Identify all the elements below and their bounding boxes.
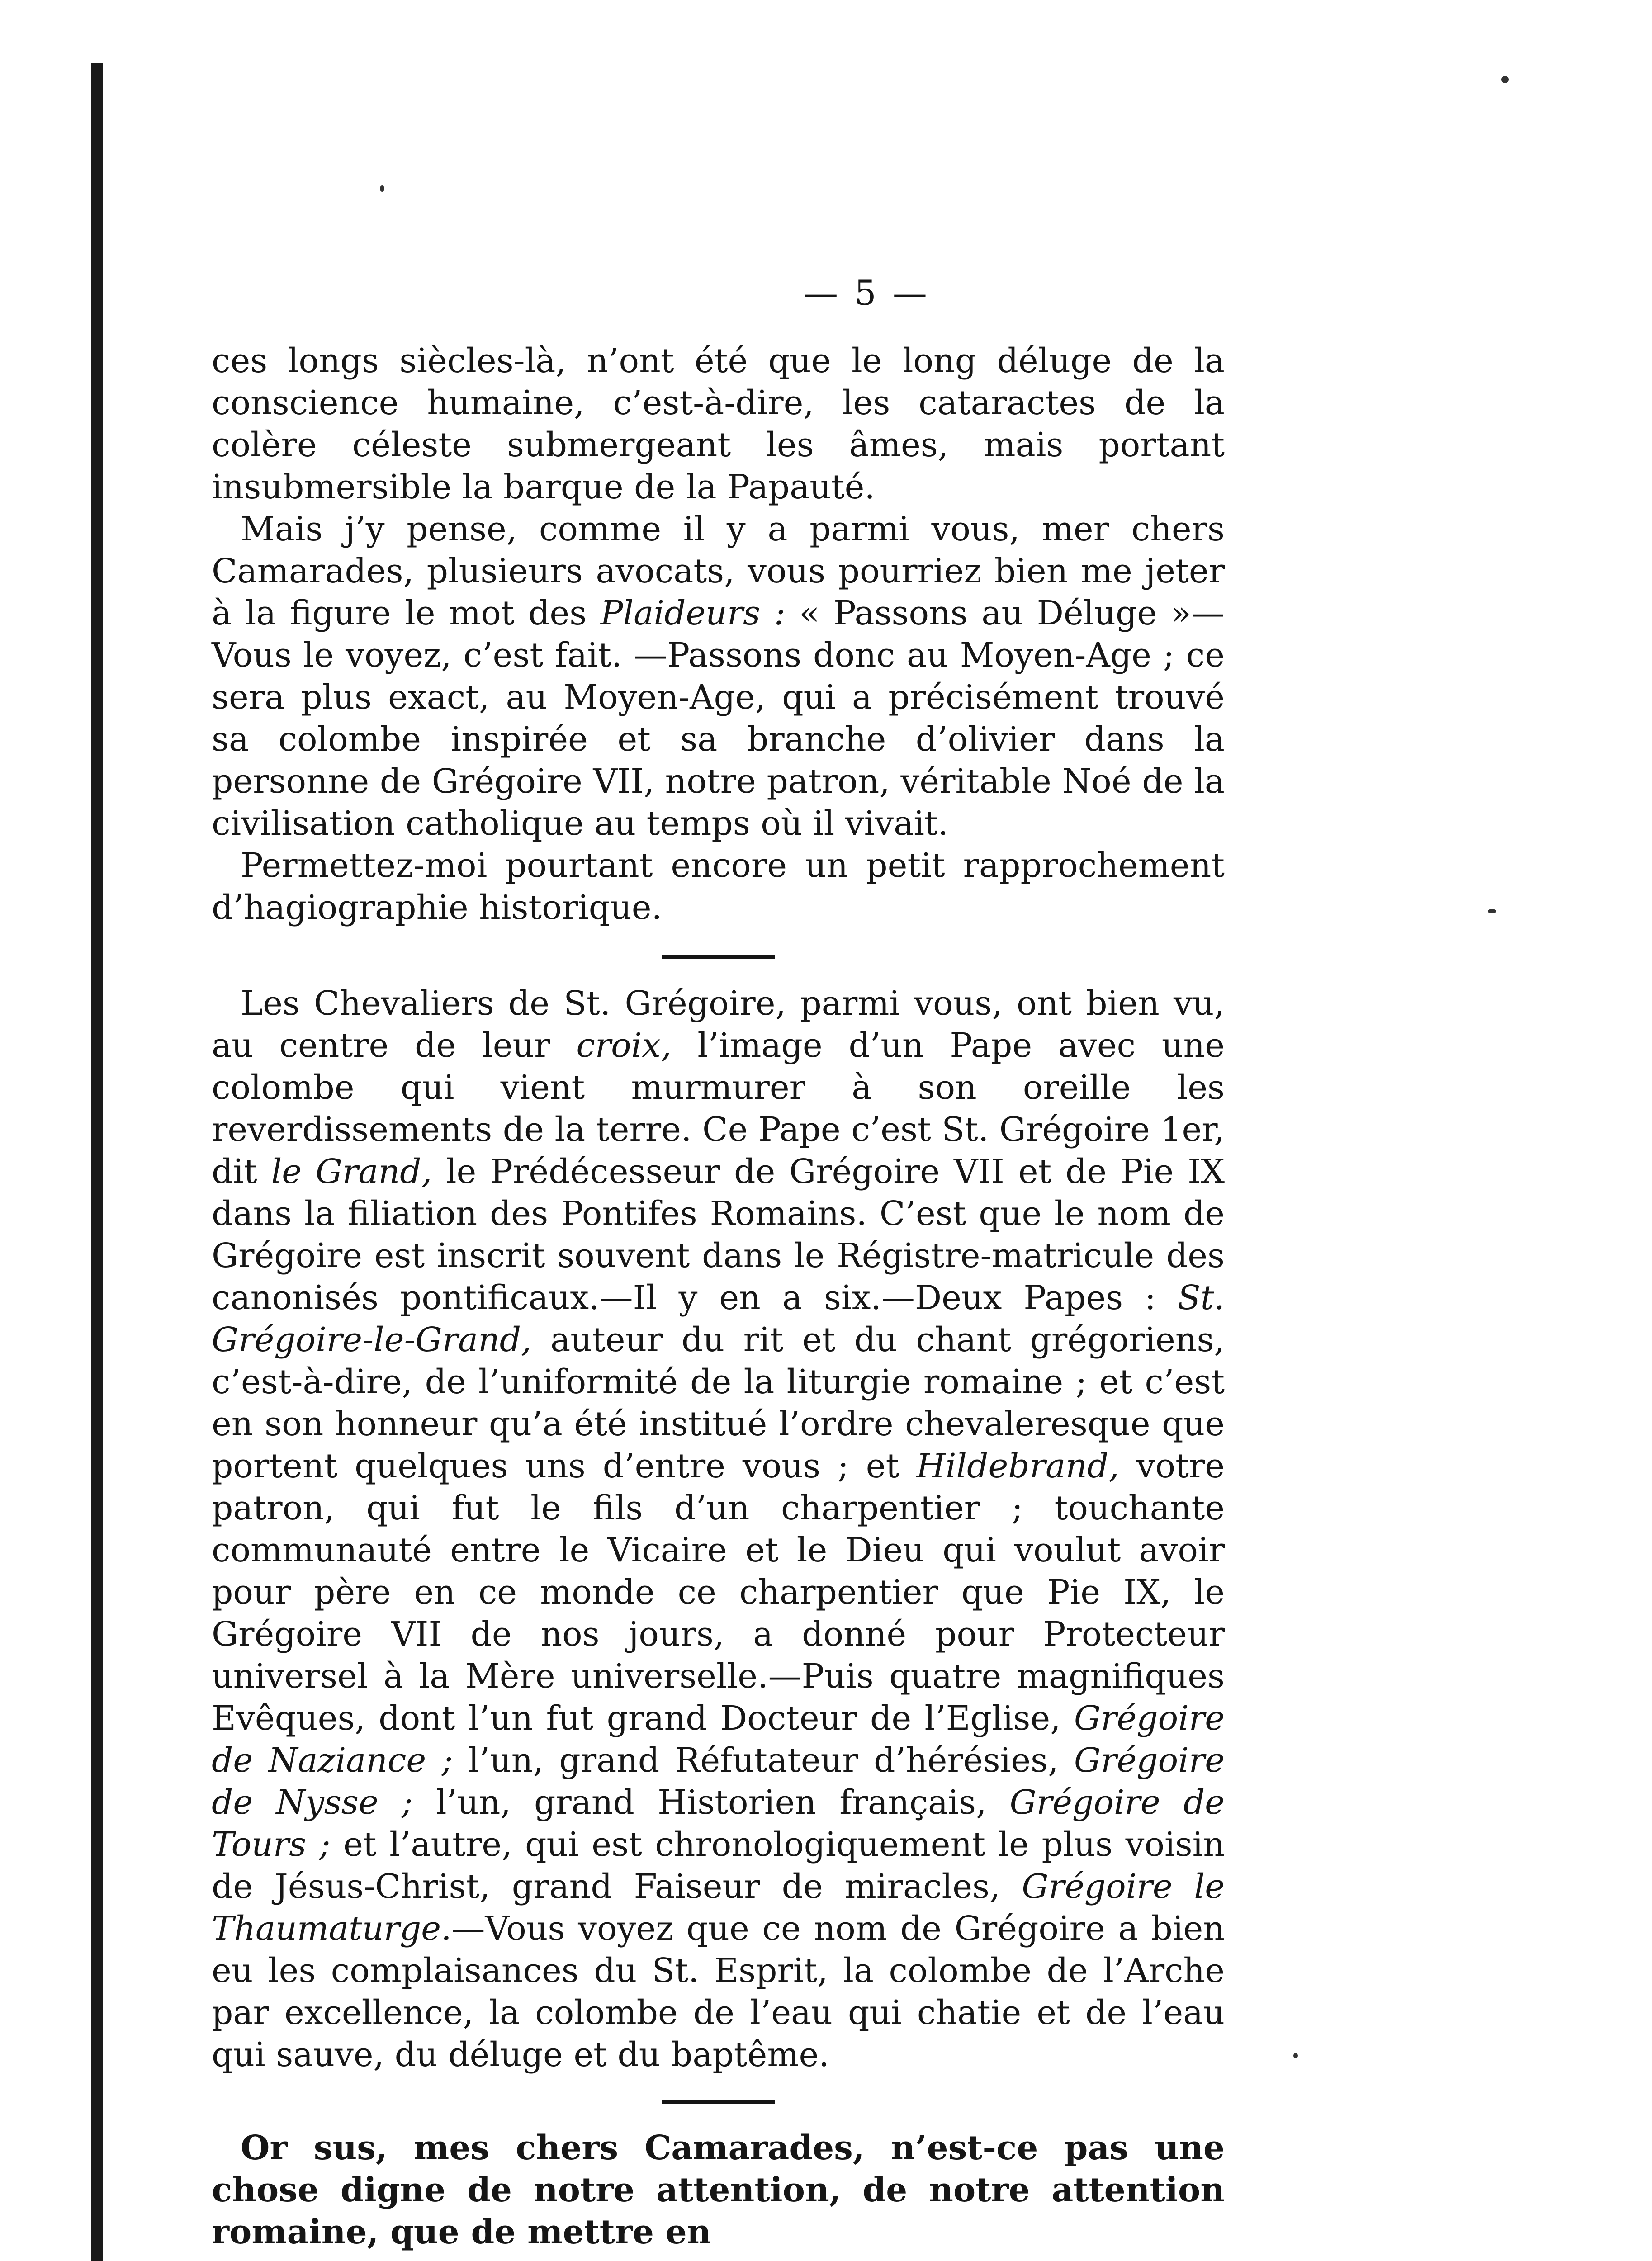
section-divider-1: [662, 955, 775, 959]
scan-speck: [1501, 76, 1509, 83]
text-run: Les Chevaliers de St. Grégoire, parmi vous, ont bien vu, au centre de leur: [212, 984, 1225, 1065]
scan-speck: [1488, 909, 1496, 913]
text-run: « Passons au Déluge »—Vous le voyez, c’est fait. —Passons donc au Moyen-Age ; ce sera plus exact, au Moyen-Age, qui a précisément trouvé sa colombe inspirée et sa branche d’olivier dans la personne de Grégoire VII, notre patron, véritable Noé de la civilisation catholique au temps où il vivait.: [212, 594, 1225, 843]
scan-speck: [380, 185, 384, 192]
section-divider-2: [662, 2100, 775, 2104]
italic-text-run: croix,: [576, 1026, 672, 1065]
paragraph-1: [212, 340, 1225, 508]
italic-text-run: Hildebrand,: [916, 1447, 1119, 1485]
italic-text-run: Grégoire le Thaumaturge.: [212, 1867, 1225, 1948]
paragraph-2: [212, 508, 1225, 845]
text-run: Permettez-moi pourtant encore un petit rapprochement d’hagiographie historique.: [212, 846, 1225, 927]
paragraph-4: [212, 983, 1225, 2076]
text-run: l’un, grand Réfutateur d’hérésies,: [453, 1741, 1074, 1780]
text-run: Mais j’y pense, comme il y a parmi vous, mer chers Camarades, plusieurs avocats, vous pourriez bien me jeter à la figure le mot des: [212, 510, 1225, 633]
italic-text-run: St. Grégoire-le-Grand,: [212, 1278, 1225, 1359]
paragraph-5: [212, 2127, 1225, 2253]
text-run: —Vous voyez que ce nom de Grégoire a bien eu les complaisances du St. Esprit, la colombe de l’Arche par excellence, la colombe de l’eau qui chatie et de l’eau qui sauve, du déluge et du baptême.: [212, 1909, 1225, 2074]
scan-speck: [1293, 2053, 1298, 2058]
italic-text-run: le Grand,: [271, 1152, 432, 1191]
paragraph-3: [212, 845, 1225, 929]
text-run: l’image d’un Pape avec une colombe qui vient murmurer à son oreille les reverdissements de la terre. Ce Pape c’est St. Grégoire 1er, dit: [212, 1026, 1225, 1191]
text-run: Or sus, mes chers Camarades, n’est-ce pas une chose digne de notre attention, de notre attention romaine, que de mettre en: [212, 2129, 1225, 2252]
page-body: [212, 340, 1225, 2253]
text-run: le Prédécesseur de Grégoire VII et de Pie IX dans la filiation des Pontifes Romains. C’est que le nom de Grégoire est inscrit souvent dans le Régistre-matricule des canonisés pontificaux.—Il y en a six.—Deux Papes :: [212, 1152, 1225, 1317]
italic-text-run: Grégoire de Naziance ;: [212, 1699, 1225, 1780]
binding-edge: [91, 63, 103, 2261]
italic-text-run: Plaideurs :: [600, 594, 786, 633]
page-number: — 5 —: [804, 273, 930, 313]
text-run: ces longs siècles-là, n’ont été que le long déluge de la conscience humaine, c’est-à-dire, les cataractes de la colère céleste submergeant les âmes, mais portant insubmersible la barque de la Papauté.: [212, 341, 1225, 506]
text-run: auteur du rit et du chant grégoriens, c’est-à-dire, de l’uniformité de la liturgie romaine ; et c’est en son honneur qu’a été institué l’ordre chevaleresque que portent quelques uns d’entre vous ; et: [212, 1320, 1225, 1485]
text-run: et l’autre, qui est chronologiquement le plus voisin de Jésus-Christ, grand Faiseur de miracles,: [212, 1825, 1225, 1906]
text-run: l’un, grand Historien français,: [412, 1783, 1010, 1822]
italic-text-run: Grégoire de Tours ;: [212, 1783, 1225, 1864]
italic-text-run: Grégoire de Nysse ;: [212, 1741, 1225, 1822]
text-run: votre patron, qui fut le fils d’un charpentier ; touchante communauté entre le Vicaire et le Dieu qui voulut avoir pour père en ce monde ce charpentier que Pie IX, le Grégoire VII de nos jours, a donné pour Protecteur universel à la Mère universelle.—Puis quatre magnifiques Evêques, dont l’un fut grand Docteur de l’Eglise,: [212, 1447, 1225, 1738]
